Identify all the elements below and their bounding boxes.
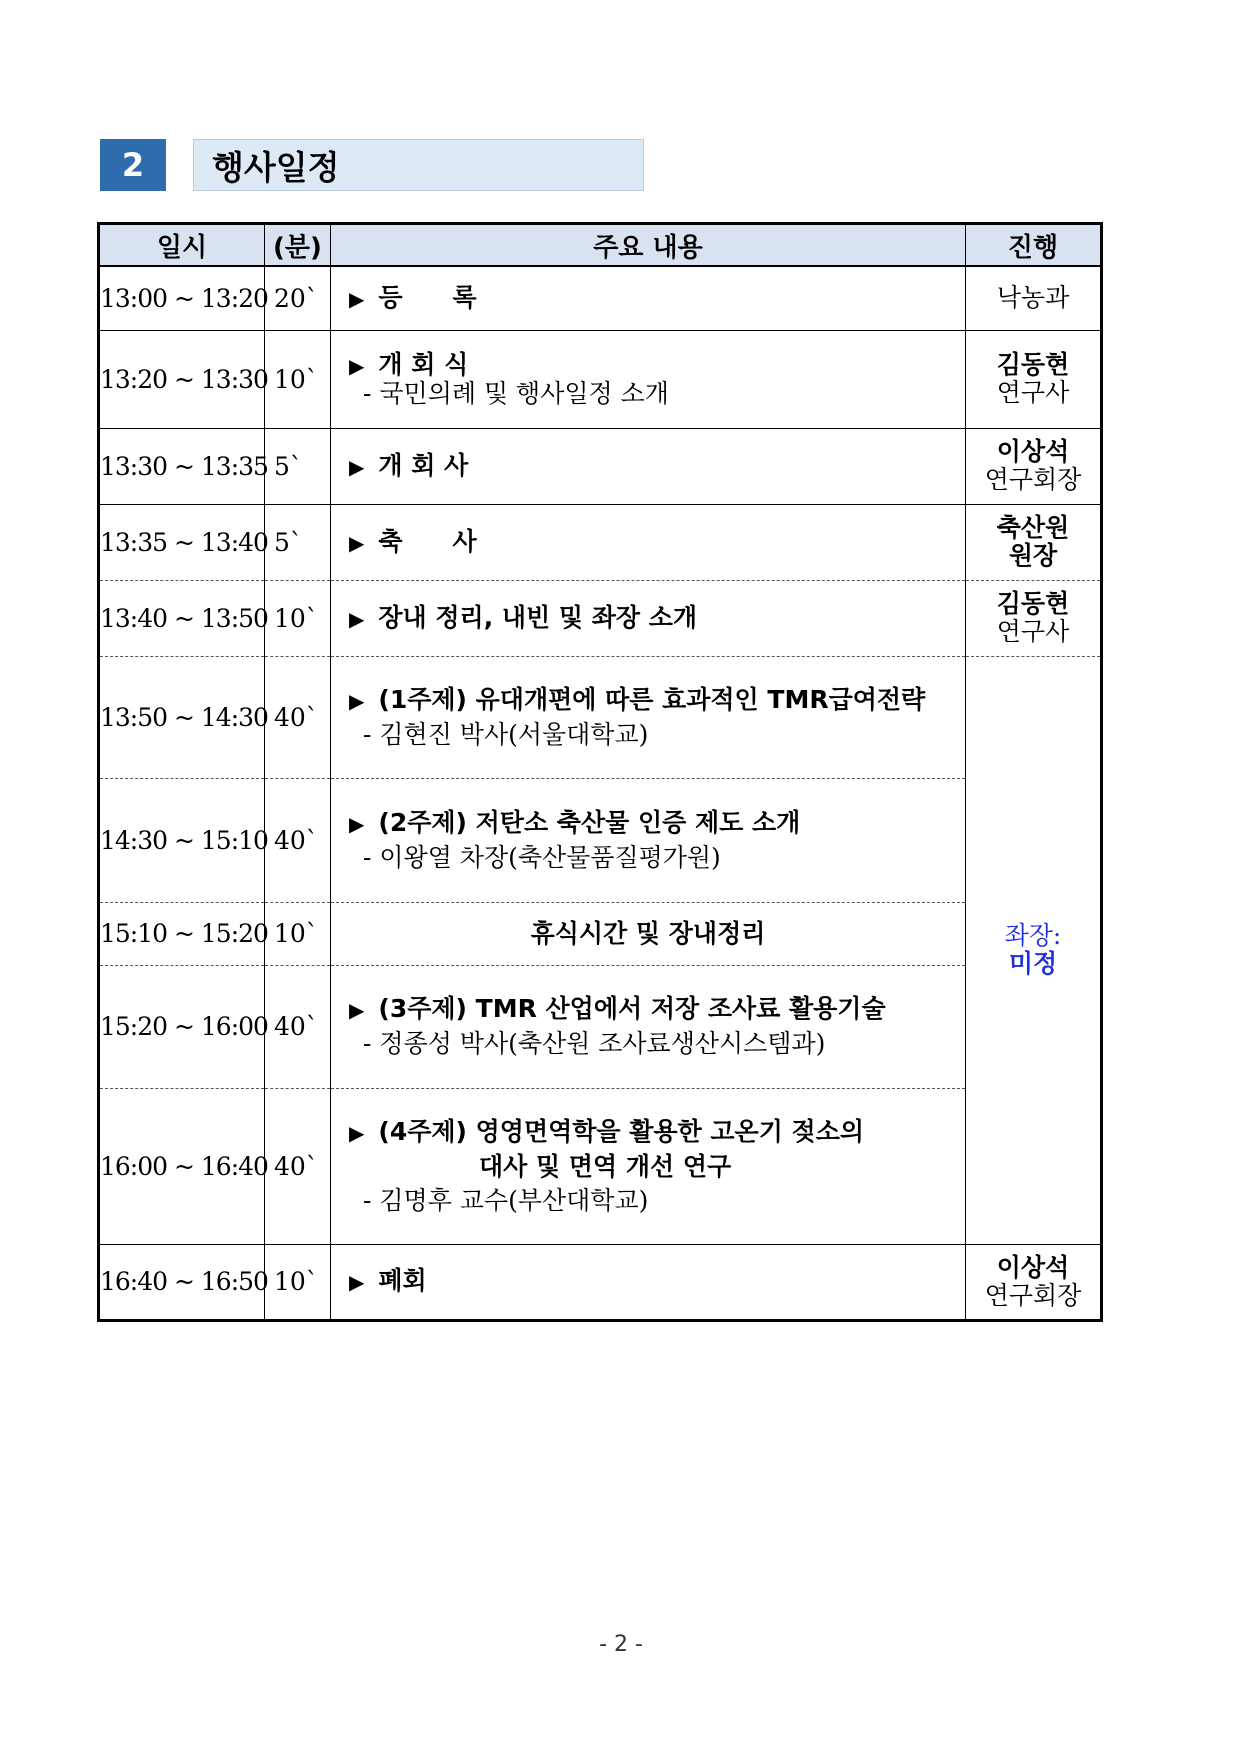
content-cell (331, 330, 966, 428)
triangle-bullet-icon: ▶ (349, 811, 365, 836)
time-cell: 16:00 ~ 16:40 (99, 1088, 265, 1244)
header-minutes: (분) (265, 224, 331, 267)
item-detail: - 이왕열 차장(축산물품질평가원) (363, 842, 721, 872)
content-cell (331, 1244, 966, 1320)
presenter-role: 원장 (1008, 541, 1058, 570)
presenter-name: 축산원 (996, 513, 1070, 542)
section-title: 행사일정 (193, 139, 644, 191)
time-cell: 13:40 ~ 13:50 (99, 580, 265, 656)
header-presenter: 진행 (966, 224, 1102, 267)
triangle-bullet-icon: ▶ (349, 353, 365, 378)
presenter-cell (966, 504, 1102, 580)
presenter-cell (966, 266, 1102, 330)
content-cell (331, 965, 966, 1088)
time-cell: 13:35 ~ 13:40 (99, 504, 265, 580)
item-title: 휴식시간 및 장내정리 (530, 918, 766, 948)
item-detail: - 국민의례 및 행사일정 소개 (363, 378, 669, 408)
presenter-cell (966, 580, 1102, 656)
time-cell: 13:50 ~ 14:30 (99, 656, 265, 778)
minutes-cell: 10` (265, 330, 331, 428)
table-row (99, 902, 1102, 965)
content-cell (331, 1088, 966, 1244)
item-title: 개 회 식 (378, 349, 469, 379)
time-cell: 13:30 ~ 13:35 (99, 428, 265, 504)
item-title: (1주제) 유대개편에 따른 효과적인 TMR급여전략 (378, 684, 926, 714)
time-cell: 14:30 ~ 15:10 (99, 778, 265, 902)
item-title: 축 사 (378, 526, 477, 556)
presenter-role: 연구회장 (984, 1280, 1082, 1310)
table-row (99, 656, 1102, 778)
presenter-cell (966, 330, 1102, 428)
section-number: 2 (100, 139, 166, 191)
presenter-role: 연구사 (996, 378, 1070, 407)
presenter-name: 김동현 (996, 350, 1070, 379)
time-cell: 15:20 ~ 16:00 (99, 965, 265, 1088)
content-cell (331, 778, 966, 902)
schedule-table (97, 222, 1103, 1322)
triangle-bullet-icon: ▶ (349, 1270, 365, 1294)
minutes-cell: 10` (265, 580, 331, 656)
table-row (99, 266, 1102, 330)
item-title: 개 회 사 (378, 450, 469, 480)
item-title: (3주제) TMR 산업에서 저장 조사료 활용기술 (378, 994, 886, 1023)
presenter-role: 연구회장 (984, 465, 1082, 494)
table-row (99, 504, 1102, 580)
chair-cell (966, 656, 1102, 1244)
time-cell: 13:20 ~ 13:30 (99, 330, 265, 428)
item-title-continued: 대사 및 면역 개선 연구 (479, 1151, 732, 1181)
presenter-name: 이상석 (996, 1252, 1070, 1282)
minutes-cell: 5` (265, 504, 331, 580)
content-cell (331, 656, 966, 778)
table-row (99, 965, 1102, 1088)
triangle-bullet-icon: ▶ (349, 606, 365, 631)
minutes-cell: 40` (265, 1088, 331, 1244)
chair-name: 미정 (1008, 949, 1058, 978)
time-cell: 13:00 ~ 13:20 (99, 266, 265, 330)
presenter-name: 낙농과 (996, 283, 1070, 313)
table-row (99, 580, 1102, 656)
table-row (99, 1088, 1102, 1244)
presenter-cell (966, 1244, 1102, 1320)
table-row (99, 778, 1102, 902)
minutes-cell: 40` (265, 778, 331, 902)
presenter-role: 연구사 (996, 617, 1070, 646)
chair-label: 좌장: (1004, 921, 1062, 950)
table-row (99, 1244, 1102, 1320)
content-cell (331, 580, 966, 656)
page-number: - 2 - (599, 1632, 643, 1657)
minutes-cell: 20` (265, 266, 331, 330)
content-cell (331, 266, 966, 330)
time-cell: 15:10 ~ 15:20 (99, 902, 265, 965)
table-row (99, 330, 1102, 428)
triangle-bullet-icon: ▶ (349, 286, 365, 311)
minutes-cell: 10` (265, 1244, 331, 1320)
triangle-bullet-icon: ▶ (349, 688, 365, 713)
triangle-bullet-icon: ▶ (349, 530, 365, 555)
content-cell (331, 902, 966, 965)
content-cell (331, 428, 966, 504)
triangle-bullet-icon: ▶ (349, 998, 365, 1022)
table-header-row (99, 224, 1102, 267)
presenter-cell (966, 428, 1102, 504)
time-cell: 16:40 ~ 16:50 (99, 1244, 265, 1320)
header-time: 일시 (99, 224, 265, 267)
item-title: 폐회 (378, 1266, 427, 1295)
item-title: (4주제) 영영면역학을 활용한 고온기 젖소의 (378, 1116, 865, 1146)
minutes-cell: 5` (265, 428, 331, 504)
presenter-name: 김동현 (996, 589, 1070, 618)
item-detail: - 정종성 박사(축산원 조사료생산시스템과) (363, 1029, 826, 1058)
minutes-cell: 10` (265, 902, 331, 965)
triangle-bullet-icon: ▶ (349, 454, 365, 479)
item-detail: - 김명후 교수(부산대학교) (363, 1185, 649, 1215)
item-title: (2주제) 저탄소 축산물 인증 제도 소개 (378, 807, 801, 837)
presenter-name: 이상석 (996, 437, 1070, 466)
triangle-bullet-icon: ▶ (349, 1120, 365, 1145)
table-row (99, 428, 1102, 504)
item-title: 등 록 (378, 282, 477, 312)
minutes-cell: 40` (265, 965, 331, 1088)
item-detail: - 김현진 박사(서울대학교) (363, 719, 649, 749)
minutes-cell: 40` (265, 656, 331, 778)
header-content: 주요 내용 (331, 224, 966, 267)
content-cell (331, 504, 966, 580)
item-title: 장내 정리, 내빈 및 좌장 소개 (378, 602, 698, 632)
